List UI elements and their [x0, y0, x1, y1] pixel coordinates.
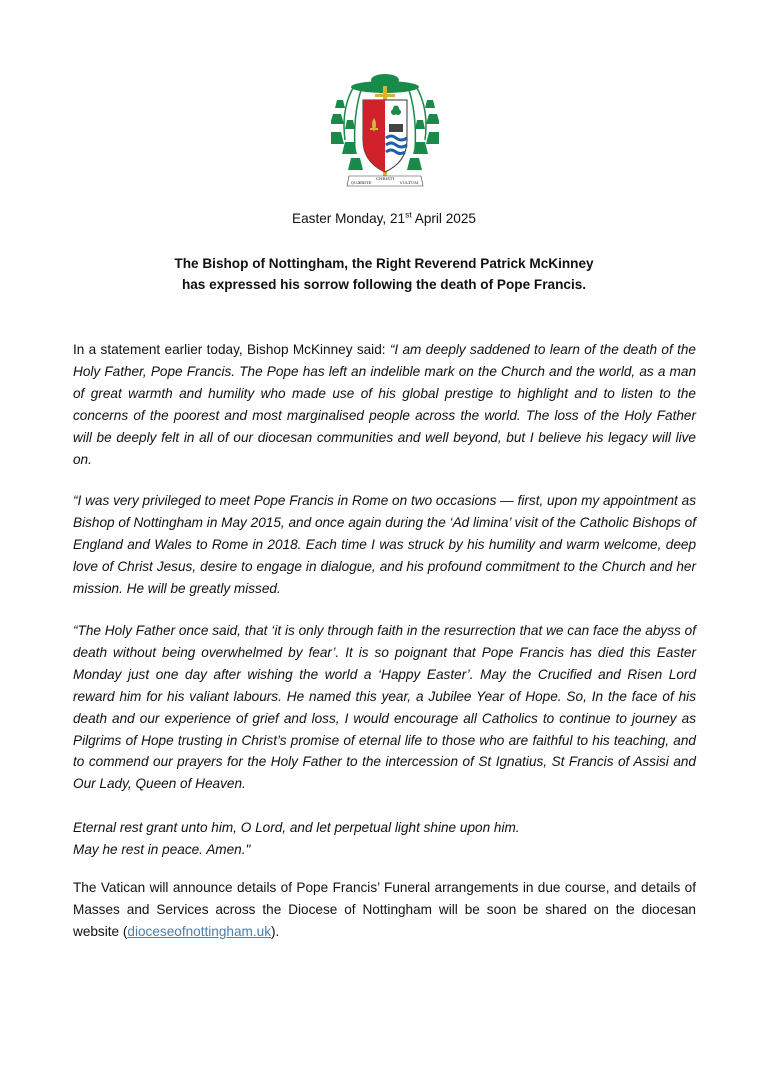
diocesan-coat-of-arms [331, 70, 439, 192]
paragraph-1-intro: In a statement earlier today, Bishop McKinney said: [73, 342, 390, 357]
date-prefix: Easter Monday, 21 [292, 211, 406, 226]
statement-body [73, 339, 696, 939]
prayer-line-1: Eternal rest grant unto him, O Lord, and let perpetual light shine upon him. [73, 820, 520, 835]
motto-left: QUÆRITE [350, 180, 372, 185]
paragraph-5-end: ). [271, 923, 280, 939]
headline-line-2: has expressed his sorrow following the death of Pope Francis. [181, 277, 587, 292]
motto-right: VULTUM [399, 180, 419, 185]
paragraph-5-text: The Vatican will announce details of Pope Francis’ Funeral arrangements in due course, and details of Masses and Services across the Diocese of Nottingham will be soon be shared on the diocesan website ( [73, 880, 696, 939]
date-ordinal: st [405, 209, 412, 220]
paragraph-5 [73, 877, 696, 943]
paragraph-2-text: “I was very privileged to meet Pope Francis in Rome on two occasions — first, upon my appointment as Bishop of Nottingham in May 2015, and once again during the ‘Ad limina’ visit of the Catholic Bishops of England and Wales to Rome in 2018. Each time I was struck by his humility and warm welcome, deep love of Christ Jesus, desire to engage in dialogue, and his profound commitment to the Church and her mission. He will be greatly missed. [73, 493, 696, 596]
paragraph-1 [73, 339, 696, 470]
diocesan-website-link[interactable]: dioceseofnottingham.uk [127, 923, 271, 939]
paragraph-2 [73, 490, 696, 600]
headline [0, 253, 768, 295]
paragraph-1-quote: “I am deeply saddened to learn of the death of the Holy Father, Pope Francis. The Pope has left an indelible mark on the Church and the world, as a man of great warmth and humility who made use of his global prestige to highlight and to listen to the concerns of the poorest and most marginalised people across the world. The loss of the Holy Father will be deeply felt in all of our diocesan communities and well beyond, but I believe his legacy will live on. [73, 342, 696, 467]
paragraph-3 [73, 620, 696, 795]
paragraph-4-prayer [73, 817, 696, 861]
prayer-line-2: May he rest in peace. Amen." [73, 841, 251, 857]
paragraph-3-text: “The Holy Father once said, that ‘it is only through faith in the resurrection that we can face the abyss of death without being overwhelmed by fear’. It is so poignant that Pope Francis has died this Easter Monday just one day after wishing the world a ‘Happy Easter’. May the Crucified and Risen Lord reward him for his valiant labours. He named this year, a Jubilee Year of Hope. So, In the face of his death and our experience of grief and loss, I would encourage all Catholics to continue to journey as Pilgrims of Hope trusting in Christ’s promise of eternal life to those who are faithful to his teaching, and to commend our prayers for the Holy Father to the intercession of St Ignatius, St Francis of Assisi and Our Lady, Queen of Heaven. [73, 623, 696, 792]
coat-of-arms-icon [331, 70, 439, 192]
date-rest: April 2025 [411, 211, 476, 226]
date-line [0, 211, 768, 226]
motto-center: CHRISTI [375, 176, 395, 181]
headline-line-1: The Bishop of Nottingham, the Right Reverend Patrick McKinney [174, 256, 594, 271]
